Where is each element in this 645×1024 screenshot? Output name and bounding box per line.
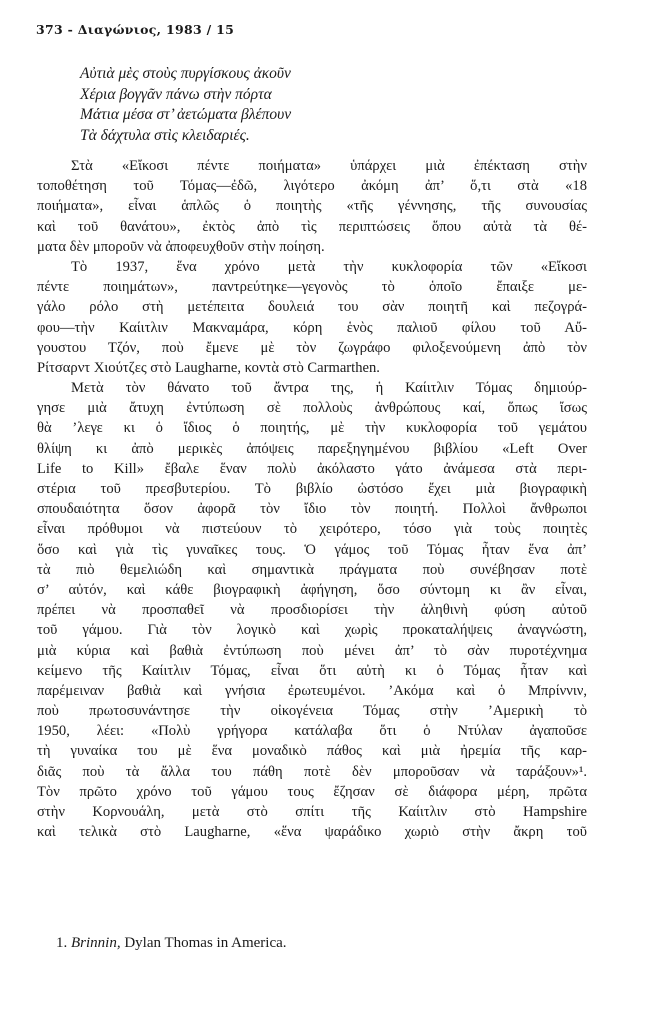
paragraph-2-line: φου—τὴν Καίιτλιν Μακναμάρα, κόρη ἑνὸς παλιοῦ φίλου τοῦ Αὔ- <box>37 319 587 336</box>
paragraph-3-line: τὴ γυναίκα του μὲ ἕνα μοναδικὸ πάθος καὶ μιὰ ἠρεμία τῆς καρ- <box>37 743 587 760</box>
paragraph-3-line: Life to Kill» ἔβαλε ἕναν πολὺ ἀκόλαστο γάτο ἀνάμεσα στὰ περι- <box>37 460 587 477</box>
paragraph-3-line: τὰ πιὸ θεμελιώδη καὶ σημαντικὰ πράγματα ποὺ συνέβησαν ποτὲ <box>37 561 587 578</box>
paragraph-3-line: μιὰ κύρια καὶ βαθιὰ ἐντύπωση ποὺ μένει ἀπ’ τὸ σὰν πυροτέχνημα <box>37 642 587 659</box>
paragraph-3-line: θλίψη κι ἀπὸ μερικὲς ἀπόψεις παρεξηγημένου βιβλίου «Left Over <box>37 440 587 457</box>
poem-line: Χέρια βογγᾶν πάνω στὴν πόρτα <box>80 85 272 103</box>
paragraph-2-line: γουστου Τζόν, ποὺ ἔμενε μὲ τὸν ζωγράφο φιλοξενούμενη ἀπὸ τὸν <box>37 339 587 356</box>
paragraph-1-line: Στὰ «Εἴκοσι πέντε ποιήματα» ὑπάρχει μιὰ ἐπέκταση στὴν <box>71 158 587 174</box>
body-text <box>37 156 587 842</box>
paragraph-3-line: Μετὰ τὸν θάνατο τοῦ ἄντρα της, ἡ Καίιτλιν Τόμας δημιούρ- <box>71 380 587 397</box>
paragraph-3-line: σ’ αὐτόν, καὶ κάθε βιογραφικὴ ἀφήγηση, ὅσο σύντομη κι ἂν εἶναι, <box>37 581 587 598</box>
paragraph-3-line: σπουδαιότητα ὅσον ἀφορᾶ τὸν ἴδιο τὸν ποιητή. Πολλοὶ ἄνθρωποι <box>37 501 587 518</box>
paragraph-3-line: θὰ ’λεγε κι ὁ ἴδιος ὁ ποιητής, μὲ τὴν κυκλοφορία τοῦ γεμάτου <box>37 420 587 437</box>
poem-line: Μάτια μέσα στ’ ἀετώματα βλέπουν <box>80 106 292 123</box>
poem-stanza <box>80 64 291 146</box>
paragraph-3-line: πρέπει νὰ προσπαθεῖ νὰ προσδιορίσει τὴν ἀληθινὴ φύση αὐτοῦ <box>37 602 587 619</box>
paragraph-3-line: διᾶς ποὺ τὰ ἄλλα του πάθη ποτὲ δὲν μποροῦσαν νὰ ταράξουν»¹. <box>37 763 587 780</box>
paragraph-1-line: τοποθέτηση τοῦ Τόμας—ἐδῶ, λιγότερο ἀκόμη ἀπ’ ὅ,τι στὰ «18 <box>37 178 587 195</box>
paragraph-3-line: εἶναι πρόθυμοι νὰ πιστεύουν τὸ χειρότερο, τόσο γιὰ τοὺς ποιητὲς <box>37 521 587 538</box>
paragraph-3-line: στὴν Κορνουάλη, μετὰ στὸ σπίτι τῆς Καίιτλιν στὸ Hampshire <box>37 804 587 820</box>
paragraph-3-line: στέρια τοῦ πρεσβυτερίου. Τὸ βιβλίο ὡστόσο ἔχει μιὰ βιογραφικὴ <box>37 481 587 497</box>
paragraph-1-line: ματα δὲν μποροῦν νὰ ἀποφευχθοῦν στὴν ποίηση. <box>37 238 325 255</box>
poem-line: Τὰ δάχτυλα στὶς κλειδαριές. <box>80 126 250 144</box>
paragraph-3-line: παρέμειναν βαθιὰ καὶ γνήσια ἐρωτευμένοι. ’Ακόμα καὶ ὁ Μπρίννιν, <box>37 682 587 699</box>
footnote-title: Dylan Thomas in America. <box>124 935 287 951</box>
paragraph-3-line: γησε μιὰ ἄτυχη ἐντύπωση σὲ πολλοὺς ἀνθρώπους καί, ὅπως ἴσως <box>37 400 587 417</box>
footnote-marker: 1. <box>56 935 68 951</box>
paragraph-1-line: καὶ τοῦ θανάτου», ἐκτὸς ἀπὸ τὶς περιπτώσεις ὅπου αὐτὰ τὰ θέ- <box>37 218 587 235</box>
paragraph-2-line: γάλο ρόλο στὴ μετέπειτα δουλειά του σὰν ποιητῆ καὶ πεζογρά- <box>37 299 587 316</box>
paragraph-3-line: Τὸν πρῶτο χρόνο τοῦ γάμου τους ἔζησαν σὲ διάφορα μέρη, πρῶτα <box>37 783 587 800</box>
footnote-author: Brinnin, <box>71 935 121 951</box>
paragraph-1-line: ποιήματα», εἶναι ἁπλῶς ὁ ποιητὴς «τῆς γέννησης, τῆς συνουσίας <box>37 198 587 215</box>
poem-line: Αὐτιὰ μὲς στοὺς πυργίσκους ἀκοῦν <box>80 65 291 82</box>
paragraph-3-line: τοῦ γάμου. Γιὰ τὸν λογικὸ καὶ χωρὶς προκαταλήψεις ἀναγνώστη, <box>37 622 587 639</box>
footnote <box>56 935 287 952</box>
paragraph-3-line: ὅσο καὶ γιὰ τὶς γυναῖκες τους. Ὁ γάμος τοῦ Τόμας ἦταν ἕνα ἀπ’ <box>37 541 587 558</box>
paragraph-2-line: πέντε ποιημάτων», παντρεύτηκε—γεγονὸς τὸ ὁποῖο ἔπαιξε με- <box>37 279 587 296</box>
paragraph-3-line: 1950, λέει: «Πολὺ γρήγορα κατάλαβα ὅτι ὁ Ντύλαν ἀγαποῦσε <box>37 723 587 740</box>
paragraph-2-line: Ρίτσαρντ Χιούτζες στὸ Laugharne, κοντὰ στὸ Carmarthen. <box>37 359 380 376</box>
paragraph-3-line: καὶ τελικὰ στὸ Laugharne, «ἕνα ψαράδικο χωριὸ στὴν ἄκρη τοῦ <box>37 824 587 841</box>
paragraph-3-line: κείμενο τῆς Καίιτλιν Τόμας, εἶναι ὅτι αὐτὴ κι ὁ Τόμας ἦταν καὶ <box>37 662 587 679</box>
paragraph-3-line: ποὺ πρωτοσυνάντησε τὴν οἰκογένεια Τόμας στὴν ’Αμερικὴ τὸ <box>37 703 587 720</box>
running-head: 373 - Διαγώνιος, 1983 / 15 <box>36 22 235 37</box>
paragraph-2-line: Τὸ 1937, ἕνα χρόνο μετὰ τὴν κυκλοφορία τῶν «Εἴκοσι <box>71 258 587 275</box>
